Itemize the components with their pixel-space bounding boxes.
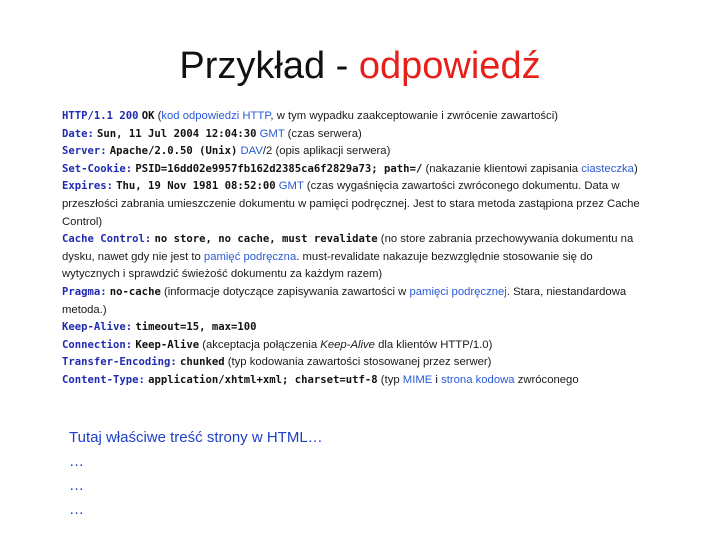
header-field-value: chunked [179, 356, 225, 369]
header-entry [62, 284, 652, 319]
header-desc-link[interactable]: GMT [259, 127, 285, 140]
header-field-value: application/xhtml+xml; charset=utf-8 [148, 373, 378, 386]
header-field-value: Sun, 11 Jul 2004 12:04:30 [97, 127, 257, 140]
header-desc-text: ( [154, 110, 162, 122]
header-field-name: Server: [62, 145, 107, 158]
header-field-name: Keep-Alive: [62, 321, 133, 334]
header-field-name: Content-Type: [62, 373, 145, 386]
http-response-headers [62, 108, 652, 390]
body-ellipsis-line: … [69, 501, 84, 518]
slide-title-accent: odpowiedź [358, 45, 541, 87]
header-entry [62, 319, 652, 337]
header-field-value: Apache/2.0.50 (Unix) [109, 145, 238, 158]
header-desc-text: /2 (opis aplikacji serwera) [262, 145, 391, 158]
header-field-name: Date: [62, 127, 94, 140]
slide-title-prefix: Przykład - [179, 45, 359, 87]
header-desc-link[interactable]: strona kodowa [441, 373, 515, 386]
slide-title [0, 40, 720, 92]
header-field-name: Set-Cookie: [62, 162, 133, 175]
header-field-name: Transfer-Encoding: [62, 356, 177, 369]
header-desc-text: (no store zabrania przechowywania dokumentu na dysku, nawet gdy nie jest to [62, 233, 634, 263]
header-field-value: Keep-Alive [135, 338, 200, 351]
header-desc-link[interactable]: kod odpowiedzi HTTP [161, 110, 271, 122]
header-field-value: PSID=16dd02e9957fb162d2385ca6f2829a73; path=/ [135, 162, 423, 175]
header-entry [62, 337, 652, 355]
header-desc-text: (typ kodowania zawartości stosowanej przez serwer) [224, 356, 492, 369]
header-desc-text: zwróconego [514, 373, 579, 386]
header-desc-link[interactable]: GMT [278, 180, 304, 193]
header-entry [62, 126, 652, 144]
header-desc-text: , w tym wypadku zaakceptowanie i zwrócenie zawartości) [270, 110, 558, 122]
header-desc-text: (akceptacja połączenia [199, 338, 321, 351]
header-desc-text: . Stara, niestandardowa metoda.) [62, 285, 627, 316]
header-field-name: Connection: [62, 338, 133, 351]
header-desc-text: (informacje dotyczące zapisywania zawartości w [160, 285, 410, 298]
header-field-name: HTTP/1.1 200 [62, 110, 139, 122]
header-field-value: timeout=15, max=100 [135, 321, 257, 334]
body-ellipsis-line: … [69, 477, 84, 494]
header-desc-italic: Keep-Alive [320, 338, 375, 351]
header-desc-text: (nakazanie klientowi zapisania [422, 162, 582, 175]
header-field-value: Thu, 19 Nov 1981 08:52:00 [116, 180, 276, 193]
response-body-placeholder [69, 426, 323, 522]
header-desc-link[interactable]: MIME [402, 373, 433, 386]
header-field-name: Expires: [62, 180, 114, 193]
header-desc-link[interactable]: DAV [240, 145, 263, 158]
header-desc-link[interactable]: ciasteczka [581, 162, 634, 175]
header-field-value: no-cache [109, 285, 161, 298]
header-desc-text: ) [633, 162, 638, 175]
header-desc-text: (typ [377, 373, 403, 386]
header-entry [62, 108, 652, 126]
header-entry [62, 372, 652, 390]
body-ellipsis-line: … [69, 453, 84, 470]
header-entry [62, 143, 652, 161]
header-desc-link[interactable]: pamięci podręcznej [409, 285, 507, 298]
header-field-name: Cache Control: [62, 233, 152, 246]
header-desc-link[interactable]: pamięć podręczna [203, 250, 297, 263]
header-entry [62, 178, 652, 231]
header-desc-text: i [432, 373, 442, 386]
body-intro-line: Tutaj właściwe treść strony w HTML… [69, 429, 323, 446]
header-field-name: Pragma: [62, 285, 107, 298]
header-entry [62, 231, 652, 284]
header-field-value: OK [141, 110, 155, 122]
header-desc-text: dla klientów HTTP/1.0) [374, 338, 493, 351]
header-field-value: no store, no cache, must revalidate [154, 233, 378, 246]
header-desc-text: (czas wygaśnięcia zawartości zwróconego dokumentu. Data w przeszłości zabrania umieszczenie dokumentu w pamięci podręcznej. Jest to stara metoda zastąpiona przez Cache Control) [62, 180, 640, 228]
header-desc-text: . must-revalidate nakazuje bezwzględnie stosowanie się do wytycznych i sprawdzić świeżość dokumentu za każdym razem) [62, 250, 593, 281]
header-entry [62, 354, 652, 372]
header-entry [62, 161, 652, 179]
header-desc-text: (czas serwera) [284, 127, 362, 140]
